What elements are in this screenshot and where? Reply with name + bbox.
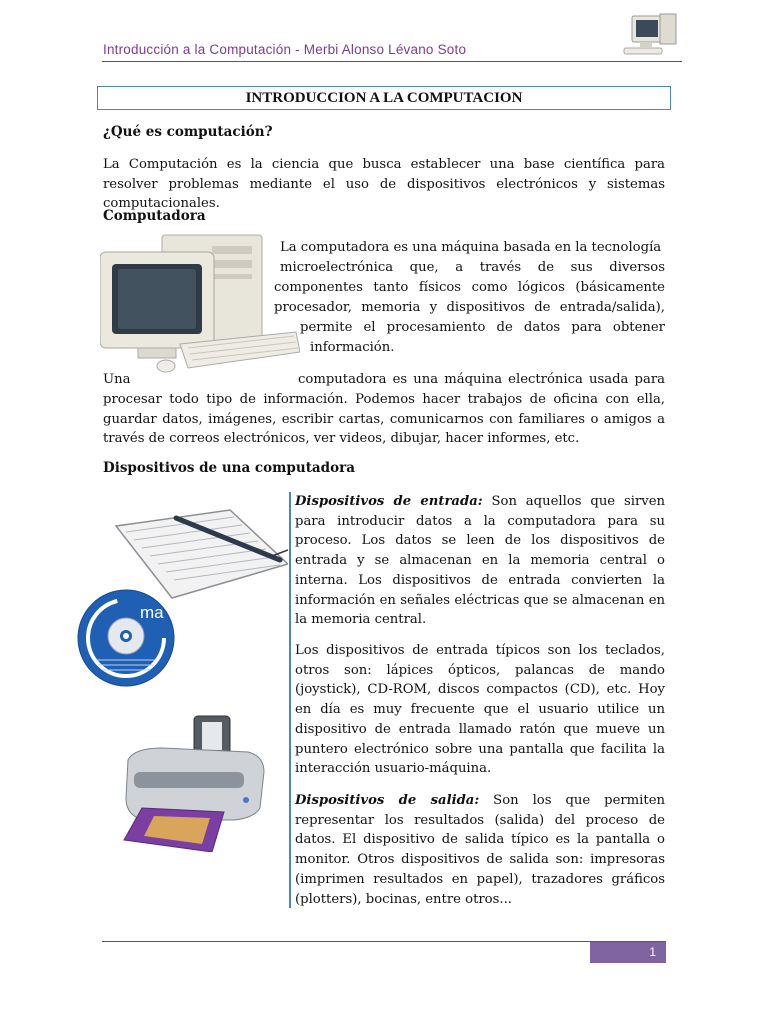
sidebar-accent-line xyxy=(289,492,291,908)
computadora-para2-body: procesar todo tipo de información. Podemos hacer trabajos de oficina con ella, guardar datos, imágenes, escribir cartas, comunicarnos con familiares o amigos a través de correos electrónicos, ver videos, dibujar, hacer informes, etc. xyxy=(103,392,665,447)
computadora-line-3: componentes tanto físicos como lógicos (básicamente xyxy=(274,280,665,295)
page-title: INTRODUCCION A LA COMPUTACION xyxy=(97,86,671,110)
section-heading-computadora: Computadora xyxy=(103,208,206,224)
footer-divider xyxy=(102,941,666,942)
computer-icon xyxy=(616,12,682,60)
entrada-text: Son aquellos que sirven para introducir datos a la computadora para su proceso. Los datos se leen de los dispositivos de entrada y se almacenan en la memoria central o interna. Los dispositivos de entrada convierten la información en señales eléctricas que se almacenan en la memoria central. xyxy=(295,494,665,628)
printer-image xyxy=(114,712,268,852)
computadora-line-4: procesador, memoria y dispositivos de entrada/salida), xyxy=(274,300,665,315)
running-header: Introducción a la Computación - Merbi Alonso Lévano Soto xyxy=(103,42,467,57)
keyboard-image xyxy=(112,506,288,600)
computadora-line-1: La computadora es una máquina basada en la tecnología xyxy=(280,240,662,255)
computadora-line-2: microelectrónica que, a través de sus diversos xyxy=(280,260,665,275)
computadora-line-6: información. xyxy=(310,340,395,355)
cd-label-text: ma xyxy=(140,603,164,622)
salida-text: Son los que permiten representar los resultados (salida) del proceso de datos. El dispositivo de salida típico es la pantalla o monitor. Otros dispositivos de salida son: impresoras (imprimen resultados en papel), trazadores gráficos (plotters), bocinas, entre otros... xyxy=(295,793,665,907)
section-heading-computacion: ¿Qué es computación? xyxy=(103,124,273,140)
dispositivos-salida-para xyxy=(295,791,665,909)
cd-rom-image xyxy=(76,588,176,688)
dispositivos-entrada-para2: Los dispositivos de entrada típicos son los teclados, otros son: lápices ópticos, palancas de mando (joystick), CD-ROM, discos compactos (CD), etc. Hoy en día es muy frecuente que el usuario utilice un dispositivo de entrada llamado ratón que mueve un puntero electrónico sobre una pantalla que facilita la interacción usuario-máquina. xyxy=(295,643,665,777)
computadora-para2-line1: computadora es una máquina electrónica usada para xyxy=(298,372,665,387)
section-heading-dispositivos: Dispositivos de una computadora xyxy=(103,460,355,476)
dispositivos-entrada-para xyxy=(295,492,665,630)
desktop-computer-image xyxy=(100,232,300,376)
entrada-term: Dispositivos de entrada: xyxy=(295,494,483,509)
computadora-line-5: permite el procesamiento de datos para obtener xyxy=(300,320,665,335)
salida-term: Dispositivos de salida: xyxy=(295,793,480,808)
una-word: Una xyxy=(103,372,131,387)
paragraph-computacion: La Computación es la ciencia que busca establecer una base científica para resolver problemas mediante el uso de dispositivos electrónicos y sistemas computacionales. xyxy=(103,157,665,212)
header-divider xyxy=(102,61,682,62)
page-number: 1 xyxy=(590,942,666,963)
